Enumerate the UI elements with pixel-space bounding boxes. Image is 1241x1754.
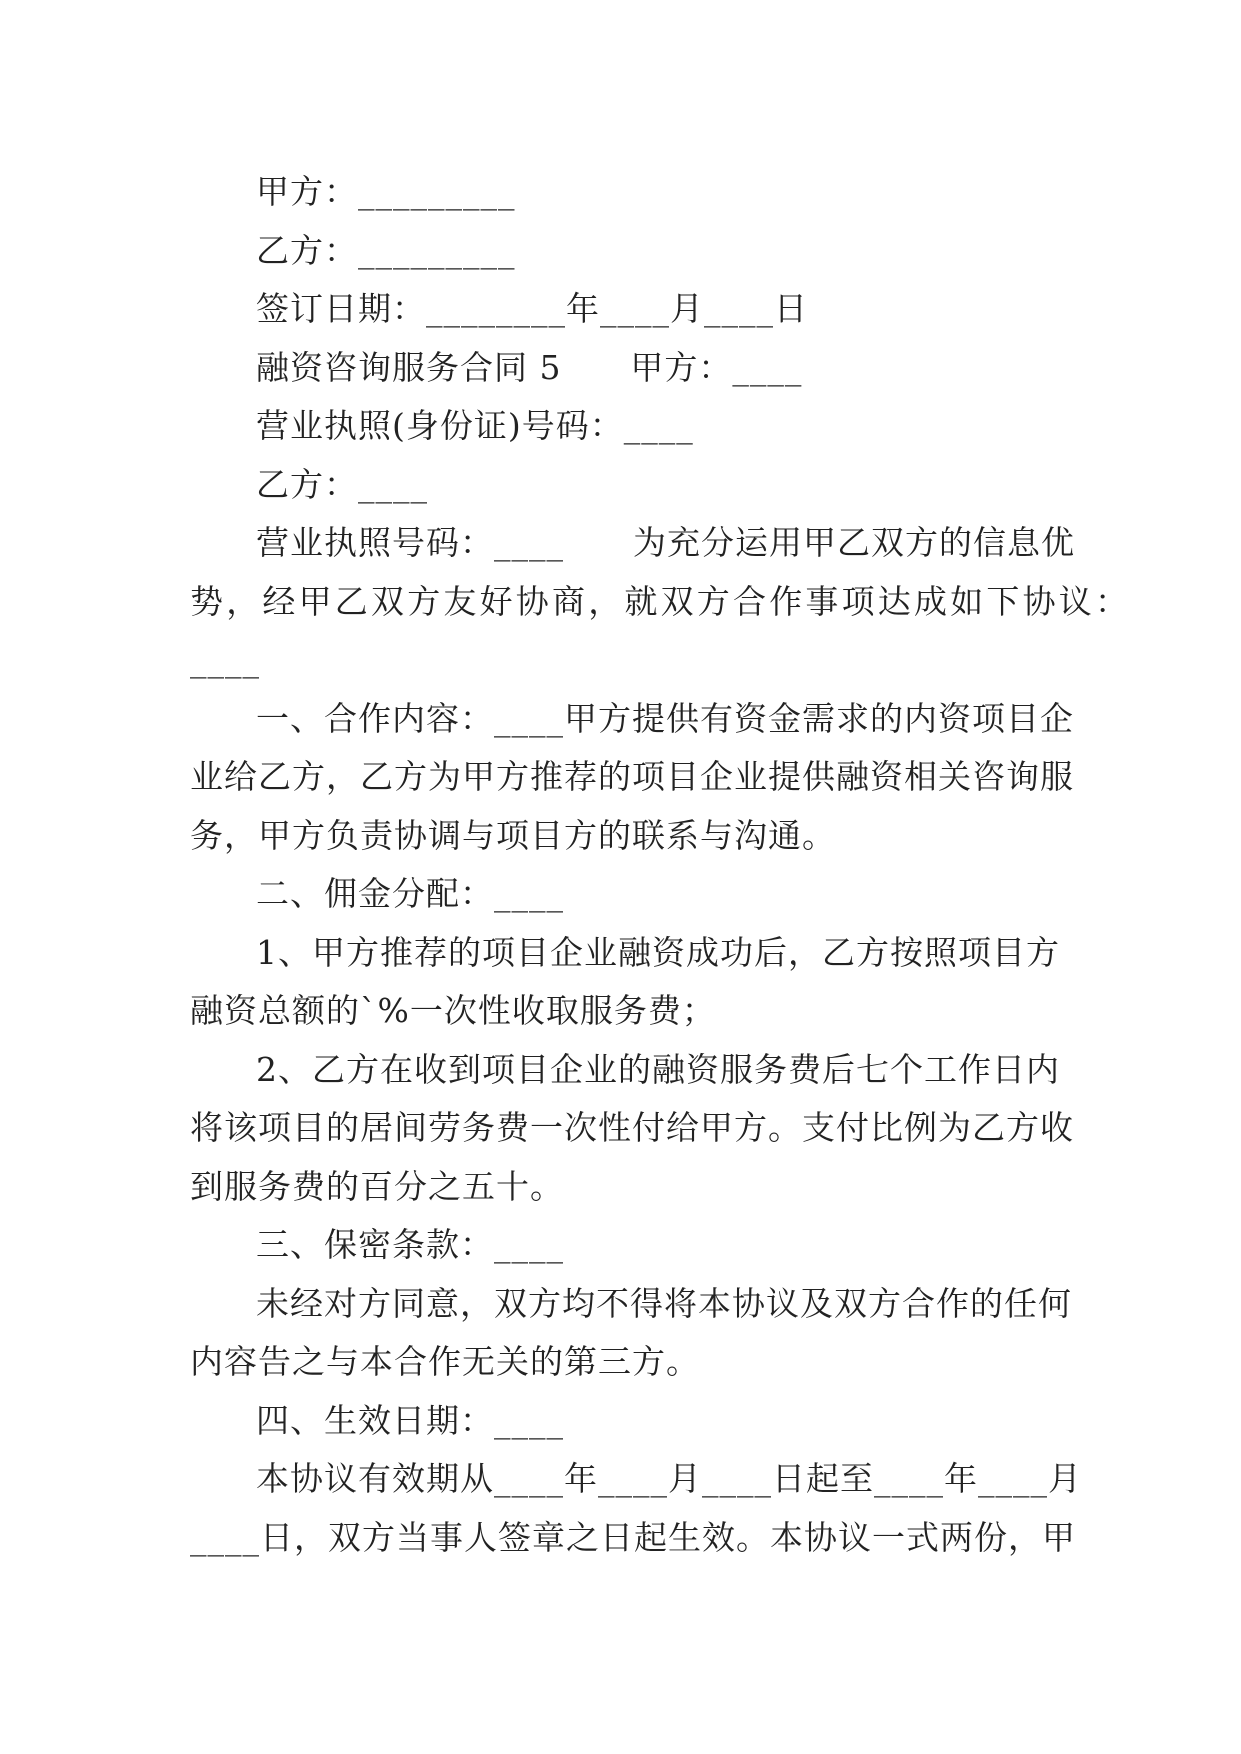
clause-2-item-2-line-3: 到服务费的百分之五十。 bbox=[190, 1166, 564, 1206]
clause-2-item-2-line-2: 将该项目的居间劳务费一次性付给甲方。支付比例为乙方收 bbox=[190, 1108, 1074, 1147]
preamble-line-1: 营业执照号码：____ 为充分运用甲乙双方的信息优 bbox=[256, 523, 1075, 562]
clause-2-item-1-line-1: 1、甲方推荐的项目企业融资成功后，乙方按照项目方 bbox=[256, 932, 1060, 972]
contract-text bbox=[190, 163, 1132, 1567]
preamble-line-3: ____ bbox=[190, 640, 260, 679]
preamble-line-2: 势，经甲乙双方友好协商，就双方合作事项达成如下协议： bbox=[190, 581, 1132, 621]
contract-title-line: 融资咨询服务合同 5 甲方：____ bbox=[256, 347, 803, 387]
clause-4-heading: 四、生效日期：____ bbox=[256, 1400, 564, 1440]
clause-1-line-1: 一、合作内容：____甲方提供有资金需求的内资项目企 bbox=[256, 698, 1074, 738]
clause-4-line-2: ____日，双方当事人签章之日起生效。本协议一式两份，甲 bbox=[190, 1517, 1076, 1557]
clause-2-item-2-line-1: 2、乙方在收到项目企业的融资服务费后七个工作日内 bbox=[256, 1049, 1060, 1089]
party-b-second-line: 乙方：____ bbox=[256, 464, 428, 504]
clause-4-line-1: 本协议有效期从____年____月____日起至____年____月 bbox=[256, 1459, 1082, 1498]
clause-2-heading: 二、佣金分配：____ bbox=[256, 874, 564, 913]
clause-1-line-3: 务，甲方负责协调与项目方的联系与沟通。 bbox=[190, 815, 836, 855]
party-a-line: 甲方：_________ bbox=[256, 172, 516, 211]
clause-3-heading: 三、保密条款：____ bbox=[256, 1225, 564, 1264]
clause-1-line-2: 业给乙方，乙方为甲方推荐的项目企业提供融资相关咨询服 bbox=[190, 757, 1074, 796]
signing-date-line: 签订日期：________年____月____日 bbox=[256, 289, 808, 328]
party-b-line: 乙方：_________ bbox=[256, 230, 516, 270]
clause-3-line-2: 内容告之与本合作无关的第三方。 bbox=[190, 1342, 700, 1381]
clause-2-item-1-line-2: 融资总额的`%一次性收取服务费； bbox=[190, 991, 716, 1030]
clause-3-line-1: 未经对方同意，双方均不得将本协议及双方合作的任何 bbox=[256, 1283, 1072, 1323]
license-id-line: 营业执照(身份证)号码：____ bbox=[256, 406, 694, 445]
